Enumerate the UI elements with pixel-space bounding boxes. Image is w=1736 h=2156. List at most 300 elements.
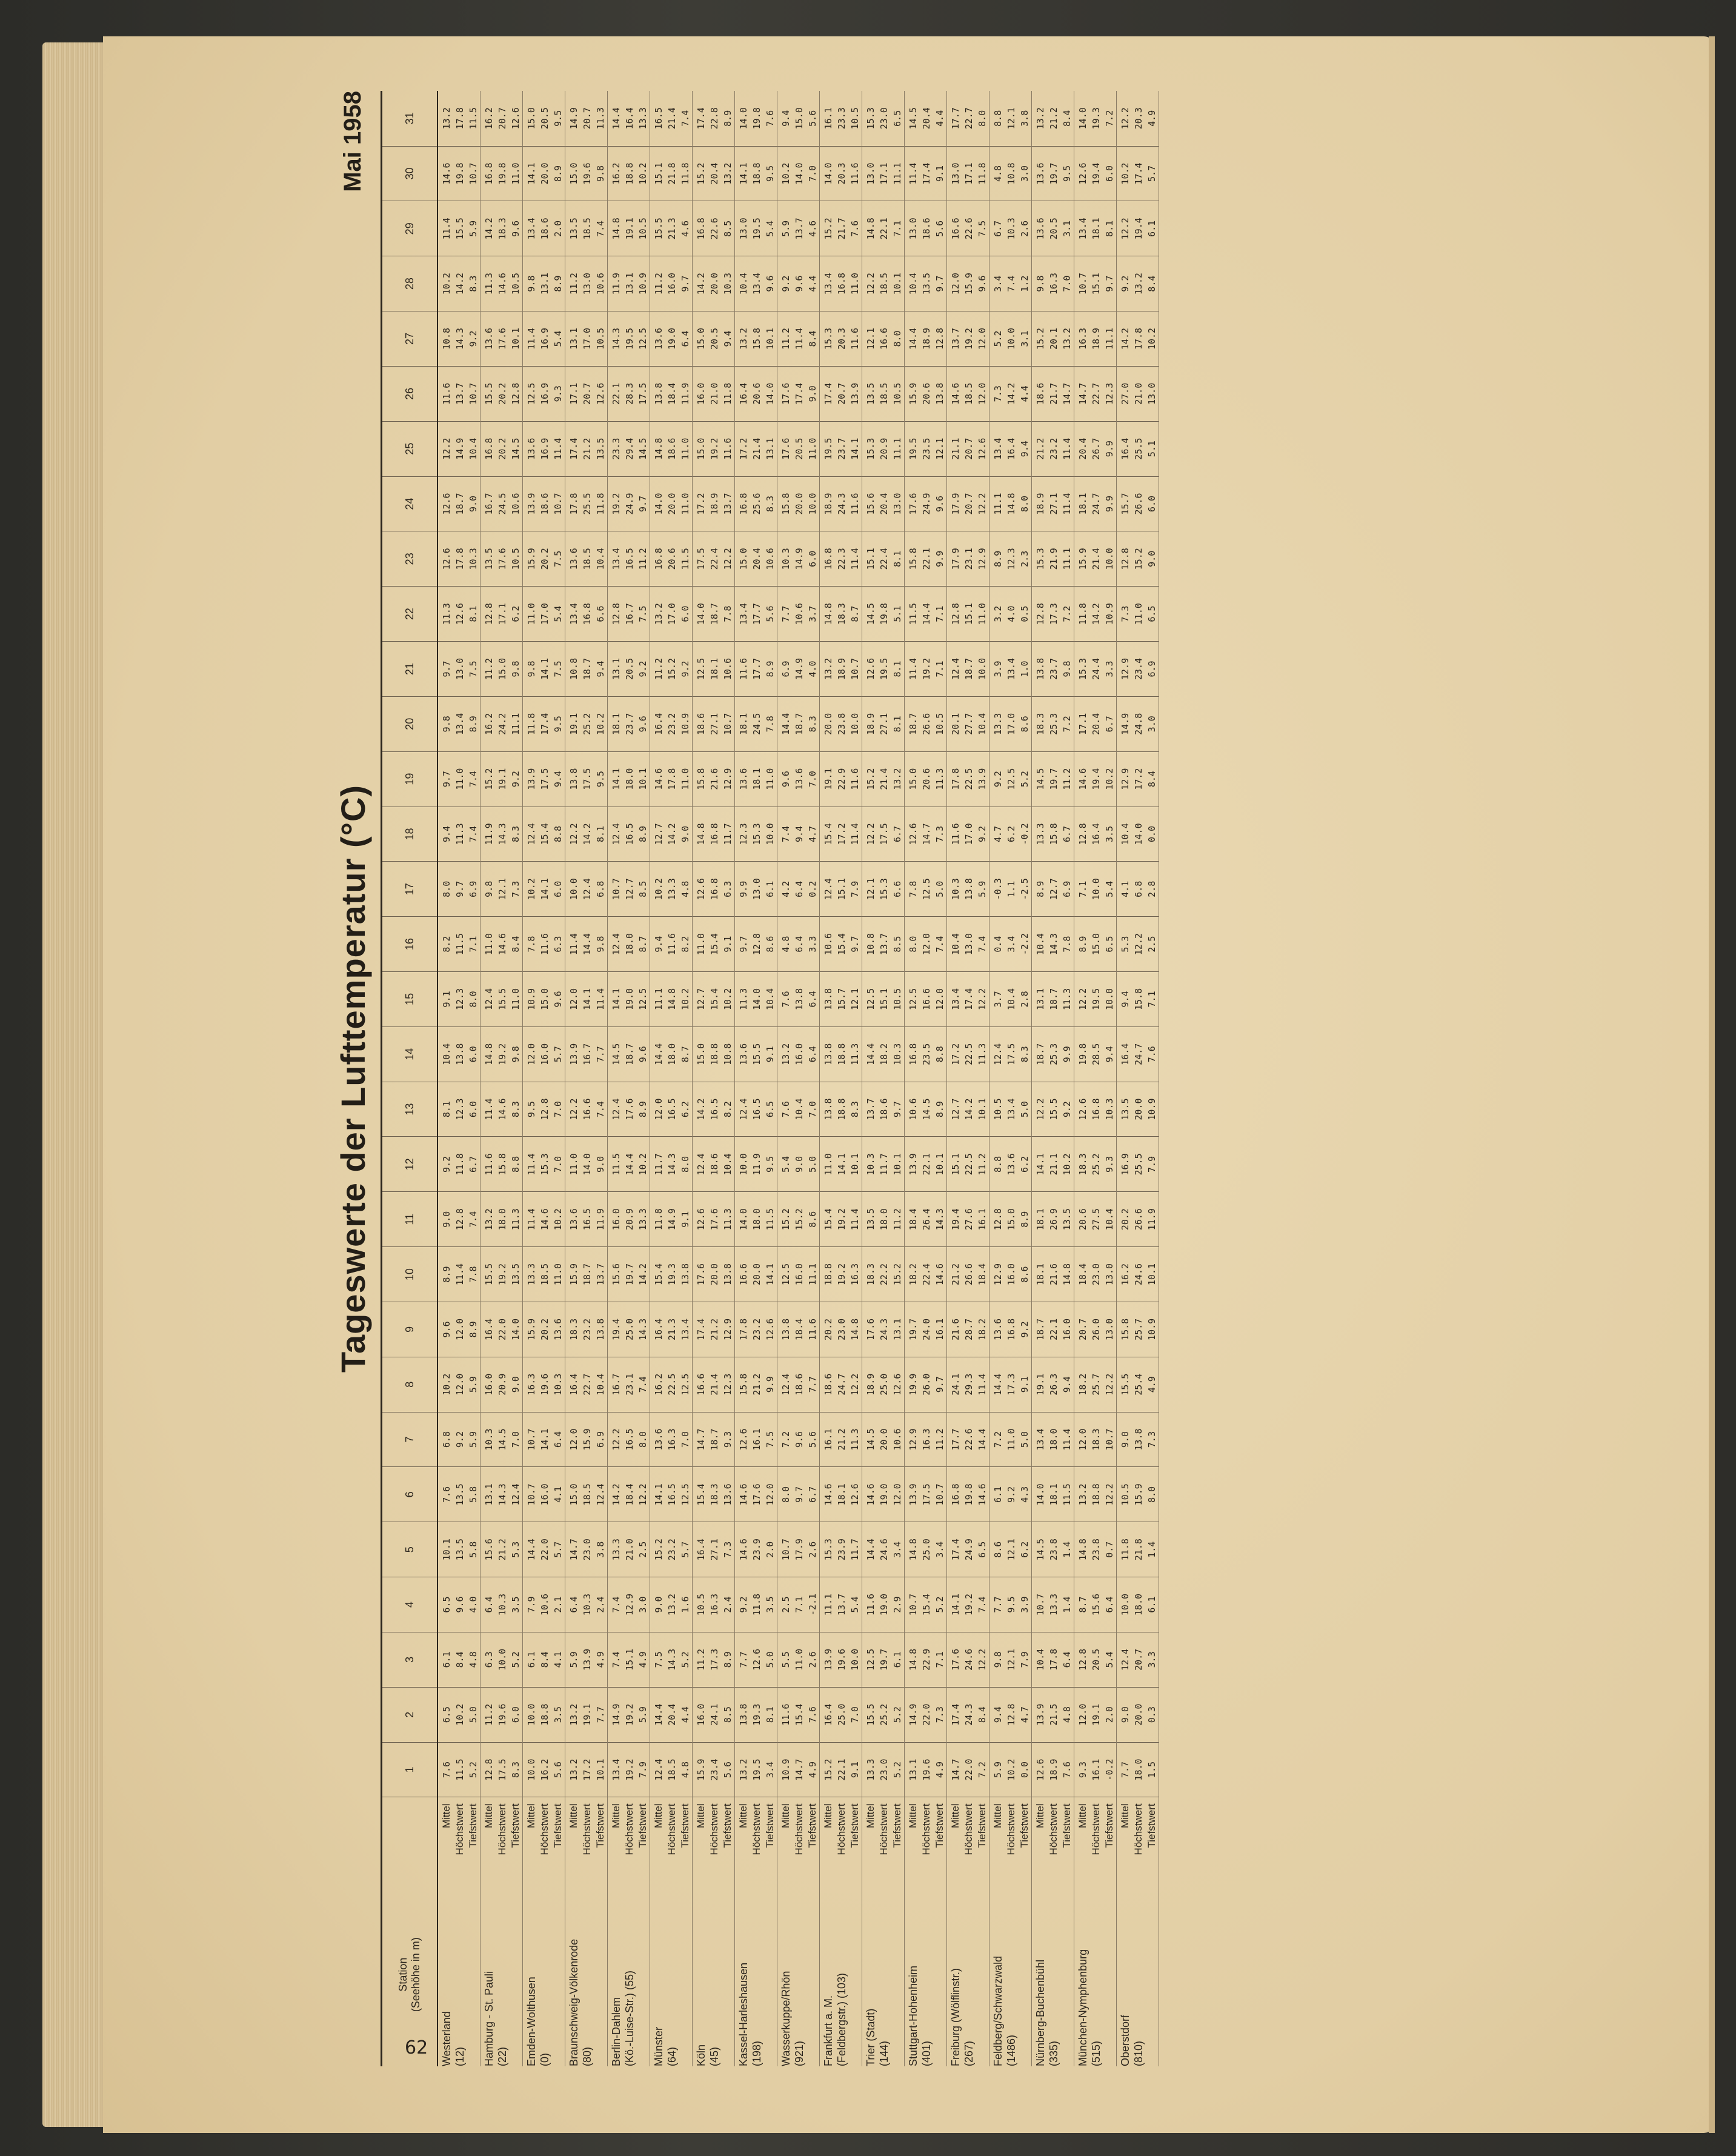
temperature-value: 12.5 [865, 1648, 876, 1671]
day-values-cell [862, 1026, 905, 1082]
day-values-cell [735, 1522, 777, 1577]
day-values-cell [1032, 917, 1074, 972]
temperature-value: 18.7 [709, 603, 720, 625]
day-values-cell [523, 146, 565, 201]
day-values-cell [862, 531, 905, 587]
temperature-value: 8.1 [468, 605, 479, 622]
temperature-value: 17.6 [908, 493, 919, 515]
temperature-value: 22.2 [879, 1263, 890, 1286]
temperature-value: 9.3 [1077, 1761, 1088, 1778]
temperature-value: 11.8 [1120, 1539, 1131, 1561]
day-values-cell [1074, 421, 1117, 476]
temperature-value: 15.0 [539, 988, 550, 1010]
temperature-value: 12.7 [696, 988, 707, 1010]
temperature-value: 7.8 [526, 936, 537, 953]
day-values-cell [650, 972, 693, 1027]
temperature-value: 19.1 [582, 1703, 593, 1726]
temperature-value: 7.4 [977, 936, 988, 953]
day-values-cell [437, 1467, 481, 1522]
temperature-value: 10.3 [892, 1043, 903, 1065]
temperature-value: 15.3 [823, 1539, 834, 1561]
day-values-cell [989, 917, 1032, 972]
temperature-value: 13.2 [484, 1208, 494, 1231]
station-row [777, 91, 820, 2066]
temperature-value: 11.2 [780, 327, 791, 350]
month-label: Mai 1958 [339, 91, 366, 192]
temperature-value: 9.8 [595, 936, 606, 953]
day-values-cell [1074, 587, 1117, 642]
temperature-value: 10.7 [1077, 273, 1088, 295]
day-values-cell [989, 256, 1032, 311]
day-values-cell [989, 146, 1032, 201]
temperature-value: 8.8 [934, 1046, 945, 1063]
day-values-cell [1074, 696, 1117, 751]
day-values-cell [523, 751, 565, 807]
temperature-value: 11.2 [892, 1208, 903, 1231]
temperature-value: 12.6 [908, 823, 919, 845]
day-values-cell [947, 256, 989, 311]
day-values-cell [735, 1742, 777, 1797]
temperature-value: 12.8 [1120, 548, 1131, 570]
day-values-cell [735, 531, 777, 587]
day-values-cell [1032, 146, 1074, 201]
temperature-value: 23.8 [1048, 1539, 1059, 1561]
day-values-cell [437, 476, 481, 531]
temperature-value: 5.9 [977, 880, 988, 897]
temperature-value: 13.0 [454, 657, 465, 680]
temperature-value: 3.3 [807, 936, 818, 953]
temperature-value: 13.1 [908, 1758, 919, 1781]
temperature-value: 11.6 [738, 657, 749, 680]
day-values-cell [481, 201, 523, 256]
temperature-value: 26.0 [921, 1373, 932, 1396]
temperature-value: 10.2 [1006, 1758, 1017, 1781]
temperature-value: 12.0 [1077, 1428, 1088, 1451]
temperature-value: 12.8 [950, 603, 961, 625]
temperature-value: 24.6 [1133, 1263, 1144, 1286]
temperature-value: 17.9 [794, 1539, 805, 1561]
temperature-value: 11.4 [526, 1153, 537, 1176]
temperature-value: 11.0 [794, 1648, 805, 1671]
temperature-value: 15.1 [865, 548, 876, 570]
day-values-cell [989, 1632, 1032, 1687]
temperature-value: 12.1 [865, 878, 876, 900]
station-row [693, 91, 735, 2066]
day-values-cell [481, 642, 523, 697]
station-row [1074, 91, 1117, 2066]
temperature-value: 16.4 [1006, 438, 1017, 460]
day-values-cell [481, 1247, 523, 1302]
temperature-value: 18.5 [963, 382, 974, 405]
temperature-value: 15.8 [1048, 823, 1059, 845]
temperature-value: 9.4 [1062, 1376, 1073, 1393]
temperature-value: 10.5 [993, 1098, 1003, 1120]
day-values-cell [437, 696, 481, 751]
temperature-value: 10.1 [977, 1098, 988, 1120]
temperature-value: 8.9 [637, 1101, 648, 1118]
measure-label: Höchstwert [1005, 1803, 1017, 1855]
temperature-value: 7.9 [1019, 1651, 1030, 1668]
temperature-value: 17.7 [751, 657, 762, 680]
day-values-cell [862, 1632, 905, 1687]
day-header: 8 [382, 1357, 438, 1412]
temperature-value: 5.9 [568, 1651, 579, 1668]
temperature-value: 6.1 [765, 880, 776, 897]
measure-labels [523, 1797, 565, 1883]
temperature-value: 14.2 [484, 218, 494, 240]
day-values-cell [693, 1137, 735, 1192]
day-header: 13 [382, 1082, 438, 1137]
measure-labels [650, 1797, 693, 1883]
temperature-value: 10.6 [892, 1428, 903, 1451]
temperature-value: 16.8 [950, 1483, 961, 1506]
day-values-cell [1032, 807, 1074, 862]
station-cell [608, 1883, 650, 2066]
temperature-value: 6.7 [993, 220, 1003, 237]
day-values-cell [820, 587, 862, 642]
temperature-value: 19.2 [836, 1263, 847, 1286]
temperature-value: 14.9 [1120, 713, 1131, 735]
temperature-value: -2.5 [1019, 878, 1030, 900]
temperature-value: 11.4 [595, 988, 606, 1010]
day-values-cell [608, 642, 650, 697]
day-values-cell [523, 696, 565, 751]
day-values-cell [820, 531, 862, 587]
temperature-value: 20.1 [950, 713, 961, 735]
temperature-value: 6.9 [1146, 660, 1157, 677]
day-values-cell [1074, 751, 1117, 807]
temperature-value: 6.9 [468, 880, 479, 897]
temperature-value: 8.3 [510, 1101, 521, 1118]
temperature-value: 25.0 [624, 1318, 635, 1340]
temperature-value: 20.2 [1120, 1208, 1131, 1231]
temperature-value: 4.8 [1062, 1706, 1073, 1723]
station-name: Feldberg/Schwarzwald [992, 1955, 1004, 2066]
station-cell [693, 1883, 735, 2066]
station-name: Nürnberg-Buchenbühl [1034, 1959, 1046, 2066]
measure-labels [481, 1797, 523, 1883]
temperature-value: 16.4 [484, 1318, 494, 1340]
temperature-value: 12.7 [653, 823, 664, 845]
temperature-value: 11.5 [908, 603, 919, 625]
temperature-value: 7.4 [468, 1211, 479, 1228]
temperature-value: 15.2 [823, 218, 834, 240]
day-values-cell [862, 476, 905, 531]
temperature-value: 10.1 [765, 327, 776, 350]
temperature-value: 19.2 [836, 1208, 847, 1231]
temperature-value: 13.3 [526, 1263, 537, 1286]
temperature-value: 24.6 [963, 1648, 974, 1671]
temperature-value: 15.5 [1120, 1373, 1131, 1396]
temperature-value: 6.0 [468, 1101, 479, 1118]
day-values-cell [1032, 531, 1074, 587]
day-values-cell [862, 91, 905, 146]
temperature-value: 5.0 [1019, 1101, 1030, 1118]
temperature-value: 18.3 [1035, 713, 1046, 735]
temperature-value: 23.0 [879, 107, 890, 130]
day-values-cell [693, 1082, 735, 1137]
day-values-cell [437, 1192, 481, 1247]
day-values-cell [1074, 256, 1117, 311]
temperature-value: 25.4 [1133, 1373, 1144, 1396]
temperature-value: 11.0 [850, 273, 860, 295]
temperature-value: 9.7 [934, 1376, 945, 1393]
temperature-value: 7.3 [993, 385, 1003, 402]
station-name: Braunschweig-Völkenrode [568, 1938, 580, 2066]
temperature-value: 13.6 [1006, 1153, 1017, 1176]
day-values-cell [862, 642, 905, 697]
temperature-value: 8.0 [468, 991, 479, 1008]
temperature-value: 25.0 [836, 1703, 847, 1726]
temperature-value: 13.8 [963, 878, 974, 900]
day-values-cell [693, 146, 735, 201]
day-values-cell [989, 1192, 1032, 1247]
temperature-value: 20.9 [624, 1208, 635, 1231]
temperature-value: 14.4 [977, 1428, 988, 1451]
temperature-value: 11.6 [950, 823, 961, 845]
temperature-value: 18.1 [1091, 218, 1102, 240]
measure-labels [947, 1797, 989, 1883]
temperature-value: 7.4 [780, 825, 791, 842]
temperature-value: 17.3 [709, 1648, 720, 1671]
temperature-value: 19.3 [751, 1703, 762, 1726]
temperature-value: 18.6 [823, 1373, 834, 1396]
temperature-value: 13.2 [441, 107, 452, 130]
station-name: Kassel-Harleshausen [737, 1962, 750, 2066]
temperature-value: 9.4 [1120, 991, 1131, 1008]
temperature-value: 9.5 [595, 771, 606, 788]
temperature-value: 19.8 [454, 162, 465, 185]
temperature-value: 14.7 [568, 1539, 579, 1561]
temperature-value: 10.7 [468, 162, 479, 185]
temperature-value: 12.6 [865, 657, 876, 680]
temperature-value: 6.7 [468, 1156, 479, 1173]
temperature-value: 12.8 [484, 603, 494, 625]
temperature-value: 24.2 [497, 713, 508, 735]
temperature-value: 10.0 [765, 823, 776, 845]
temperature-value: 11.0 [680, 493, 691, 515]
temperature-value: 15.4 [539, 823, 550, 845]
day-values-cell [650, 587, 693, 642]
temperature-value: 22.6 [963, 1428, 974, 1451]
temperature-value: 15.1 [1091, 273, 1102, 295]
temperature-value: 12.5 [637, 327, 648, 350]
temperature-value: 22.1 [611, 382, 622, 405]
temperature-value: 9.4 [794, 825, 805, 842]
temperature-value: 17.4 [696, 107, 707, 130]
temperature-value: 22.1 [921, 548, 932, 570]
temperature-value: 19.4 [950, 1208, 961, 1231]
day-values-cell [437, 201, 481, 256]
temperature-value: 19.1 [497, 768, 508, 790]
temperature-value: 14.9 [611, 1703, 622, 1726]
temperature-value: 8.0 [892, 330, 903, 347]
temperature-value: 20.0 [1133, 1098, 1144, 1120]
temperature-value: 14.4 [921, 603, 932, 625]
measure-label: Tiefstwert [1019, 1803, 1030, 1848]
station-cell [1032, 1883, 1074, 2066]
temperature-value: 29.4 [624, 438, 635, 460]
station-cell [947, 1883, 989, 2066]
temperature-value: 24.9 [963, 1539, 974, 1561]
temperature-value: 11.9 [1146, 1208, 1157, 1231]
temperature-value: 27.1 [1048, 493, 1059, 515]
day-values-cell [1032, 862, 1074, 917]
day-values-cell [565, 146, 608, 201]
temperature-value: 16.5 [624, 823, 635, 845]
day-values-cell [905, 972, 947, 1027]
temperature-value: 12.4 [738, 1098, 749, 1120]
temperature-value: 25.3 [1048, 713, 1059, 735]
temperature-value: 9.8 [510, 1046, 521, 1063]
temperature-value: 5.5 [780, 1651, 791, 1668]
temperature-value: 16.4 [738, 382, 749, 405]
temperature-value: 13.3 [637, 107, 648, 130]
temperature-value: 22.1 [836, 1758, 847, 1781]
temperature-value: 10.2 [680, 988, 691, 1010]
temperature-value: 14.4 [653, 1703, 664, 1726]
temperature-value: 23.2 [667, 1539, 677, 1561]
temperature-value: 16.3 [709, 1593, 720, 1616]
temperature-value: 8.3 [468, 275, 479, 292]
station-name: Trier (Stadt) [865, 2008, 877, 2066]
day-values-cell [565, 1302, 608, 1357]
temperature-value: 5.4 [1104, 1651, 1115, 1668]
day-header: 4 [382, 1577, 438, 1632]
temperature-value: 20.4 [667, 1703, 677, 1726]
temperature-value: 19.6 [539, 1373, 550, 1396]
day-values-cell [905, 311, 947, 367]
temperature-value: 10.0 [977, 657, 988, 680]
temperature-value: 9.0 [680, 825, 691, 842]
temperature-value: 12.5 [865, 988, 876, 1010]
temperature-value: 7.6 [441, 1486, 452, 1503]
day-values-cell [608, 531, 650, 587]
temperature-value: 12.5 [680, 1483, 691, 1506]
temperature-value: 11.2 [977, 1153, 988, 1176]
temperature-value: 14.4 [526, 1539, 537, 1561]
temperature-value: 11.9 [680, 382, 691, 405]
temperature-value: 16.9 [539, 327, 550, 350]
temperature-value: 5.8 [468, 1541, 479, 1558]
temperature-value: 9.6 [441, 1321, 452, 1338]
temperature-value: 2.0 [1104, 1706, 1115, 1723]
temperature-value: 16.3 [667, 1428, 677, 1451]
temperature-value: 11.7 [653, 1153, 664, 1176]
temperature-value: 9.8 [595, 165, 606, 182]
day-values-cell [608, 1192, 650, 1247]
temperature-value: 11.1 [1104, 327, 1115, 350]
temperature-value: 20.2 [497, 382, 508, 405]
temperature-value: 18.6 [921, 218, 932, 240]
temperature-value: 24.1 [950, 1373, 961, 1396]
temperature-value: 14.0 [738, 107, 749, 130]
temperature-value: 23.8 [1091, 1539, 1102, 1561]
temperature-value: 17.8 [738, 1318, 749, 1340]
temperature-value: 20.0 [709, 1263, 720, 1286]
day-values-cell [777, 1026, 820, 1082]
temperature-value: 12.9 [624, 1593, 635, 1616]
temperature-value: 5.9 [780, 220, 791, 237]
temperature-value: 10.1 [441, 1539, 452, 1561]
day-header: 3 [382, 1632, 438, 1687]
temperature-value: 16.8 [709, 823, 720, 845]
temperature-value: 25.2 [1091, 1153, 1102, 1176]
temperature-value: 20.3 [836, 162, 847, 185]
day-values-cell [1117, 972, 1159, 1027]
temperature-value: 23.7 [624, 713, 635, 735]
temperature-value: 9.8 [526, 275, 537, 292]
temperature-value: 4.4 [807, 275, 818, 292]
day-values-cell [1117, 1467, 1159, 1522]
temperature-value: 9.9 [934, 550, 945, 567]
temperature-value: 15.8 [1133, 988, 1144, 1010]
temperature-value: 9.7 [637, 495, 648, 513]
temperature-value: 12.8 [510, 382, 521, 405]
temperature-value: 20.0 [1133, 1703, 1144, 1726]
temperature-value: 14.0 [765, 382, 776, 405]
station-name: Westerland [441, 2011, 453, 2066]
temperature-value: 8.9 [1035, 880, 1046, 897]
day-values-cell [905, 917, 947, 972]
day-values-cell [1032, 1522, 1074, 1577]
day-values-cell [437, 1302, 481, 1357]
temperature-value: 10.8 [441, 327, 452, 350]
temperature-value: 19.6 [497, 1703, 508, 1726]
temperature-value: 11.9 [595, 1208, 606, 1231]
temperature-value: 15.2 [892, 1263, 903, 1286]
temperature-value: 13.4 [1006, 657, 1017, 680]
temperature-value: 21.5 [1048, 1703, 1059, 1726]
temperature-value: 18.5 [879, 382, 890, 405]
temperature-value: 11.6 [850, 162, 860, 185]
temperature-value: 6.5 [765, 1101, 776, 1118]
day-values-cell [989, 1522, 1032, 1577]
temperature-value: 13.2 [1062, 327, 1073, 350]
temperature-value: 18.9 [921, 327, 932, 350]
temperature-value: 12.6 [510, 107, 521, 130]
temperature-value: 24.3 [963, 1703, 974, 1726]
temperature-value: 10.3 [497, 1593, 508, 1616]
temperature-value: 12.8 [454, 1208, 465, 1231]
temperature-value: 15.2 [794, 1208, 805, 1231]
day-header: 6 [382, 1467, 438, 1522]
temperature-value: 8.9 [1019, 1211, 1030, 1228]
temperature-value: 5.4 [553, 330, 564, 347]
day-values-cell [777, 751, 820, 807]
temperature-value: 11.5 [1062, 1483, 1073, 1506]
measure-label: Höchstwert [793, 1803, 805, 1855]
temperature-value: 17.0 [667, 603, 677, 625]
temperature-value: 11.3 [1062, 988, 1073, 1010]
temperature-value: 24.9 [624, 493, 635, 515]
temperature-value: 7.4 [611, 1651, 622, 1668]
temperature-value: 18.2 [908, 1263, 919, 1286]
temperature-value: 13.5 [595, 438, 606, 460]
temperature-value: 4.1 [553, 1651, 564, 1668]
temperature-value: 15.2 [1133, 548, 1144, 570]
temperature-value: 0.7 [1104, 1541, 1115, 1558]
station-row [1032, 91, 1074, 2066]
temperature-value: 6.1 [441, 1651, 452, 1668]
temperature-value: 11.3 [977, 1043, 988, 1065]
temperature-value: 23.8 [836, 713, 847, 735]
day-values-cell [565, 642, 608, 697]
day-header: 27 [382, 311, 438, 367]
temperature-value: 12.2 [1133, 933, 1144, 956]
temperature-value: 13.9 [526, 768, 537, 790]
station-elevation: (198) [751, 2040, 763, 2066]
